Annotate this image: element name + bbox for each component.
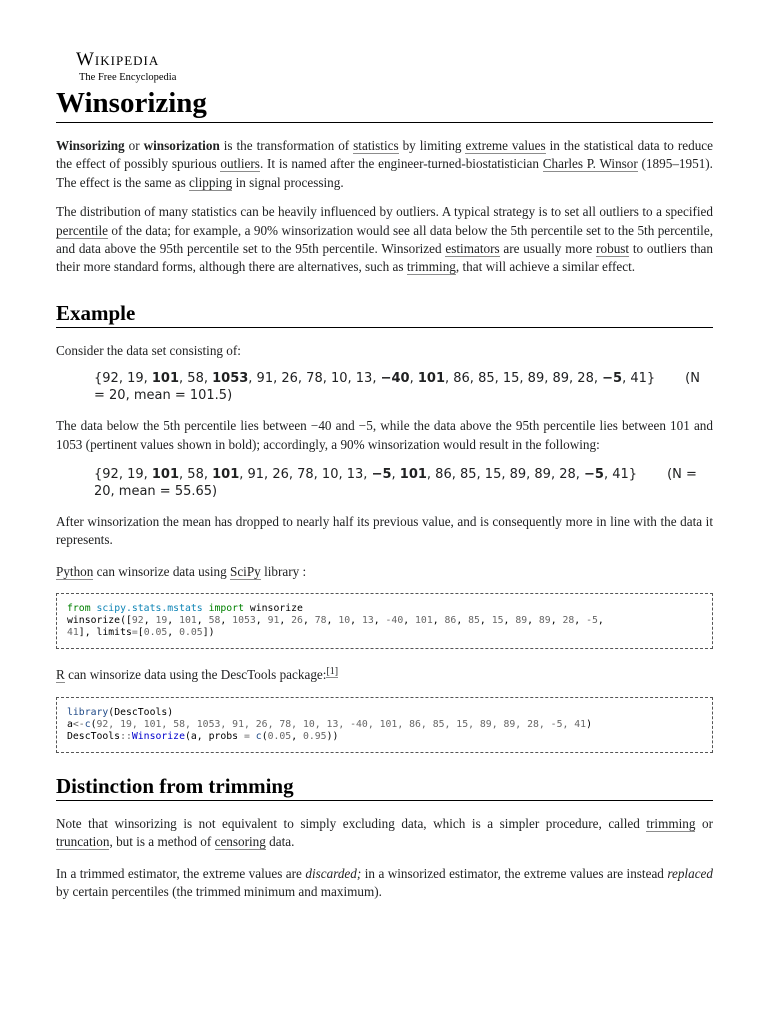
- python-link[interactable]: Python: [56, 563, 94, 579]
- python-code-block[interactable]: [56, 593, 713, 649]
- intro-paragraph-2: [56, 203, 713, 277]
- r-description: can winsorize data using the DescTools package:: [64, 667, 327, 683]
- bold-text: −5: [584, 467, 604, 483]
- text-run: to outliers than their more standard forms, although there are alternatives, such as: [56, 241, 713, 275]
- code-token: ,: [503, 615, 516, 627]
- text-run: or: [124, 138, 144, 153]
- python-text: [56, 563, 713, 581]
- text-run: or: [695, 815, 713, 831]
- text-run: , 91, 26, 78, 10, 13,: [239, 467, 372, 483]
- dataset-note: (N = 20, mean = 101.5): [94, 371, 700, 403]
- code-token: 1053: [232, 615, 256, 627]
- text-run: {92, 19,: [94, 371, 152, 387]
- wikipedia-logo[interactable]: [76, 50, 216, 84]
- code-token: ,: [597, 615, 604, 627]
- code-token: 101: [179, 615, 197, 627]
- code-token: ,: [143, 615, 156, 627]
- page-title: Winsorizing: [56, 84, 713, 123]
- code-token: ,: [527, 615, 539, 627]
- bold-text: 101: [212, 467, 240, 483]
- dataset-winsorized: [94, 467, 713, 500]
- inline-link[interactable]: estimators: [445, 241, 500, 257]
- code-token: =: [243, 730, 250, 742]
- code-token: DescTools: [67, 730, 121, 742]
- text-run: data.: [265, 834, 295, 850]
- text-run: are usually more: [499, 241, 597, 257]
- text-run: , that will achieve a similar effect.: [455, 259, 636, 275]
- bold-text: 101: [417, 371, 445, 387]
- inline-link[interactable]: clipping: [189, 174, 233, 190]
- text-run: . It is named after the engineer-turned-biostatistician: [259, 156, 543, 172]
- text-run: ,: [391, 467, 400, 483]
- code-token: -5: [586, 615, 598, 627]
- code-token: ): [586, 718, 592, 730]
- code-token: )): [326, 730, 339, 742]
- code-token: 91: [267, 615, 280, 627]
- code-token: 26: [291, 615, 303, 627]
- code-token: import: [208, 603, 244, 615]
- code-token: winsorize: [243, 603, 303, 615]
- text-run: ,: [409, 371, 418, 387]
- between-text: The data below the 5th percentile lies between −40 and −5, while the data above the 95th percentile lies between 101 and 1053 (pertinent values shown in bold); accordingly, a 90% winsorization would result in the following:: [56, 418, 713, 452]
- code-token: ,: [432, 615, 445, 627]
- text-run: , but is a method of: [109, 834, 215, 850]
- code-token: 101: [415, 615, 433, 627]
- text-run: , 86, 85, 15, 89, 89, 28,: [445, 371, 603, 387]
- code-token: ], limits: [78, 627, 132, 639]
- code-line: [67, 627, 702, 639]
- code-token: ,: [403, 615, 416, 627]
- code-token: (: [90, 718, 97, 730]
- code-token: ,: [479, 615, 492, 627]
- code-token: 13: [361, 615, 374, 627]
- code-token: ,: [196, 615, 209, 627]
- text-run: , 91, 26, 78, 10, 13,: [248, 371, 381, 387]
- code-token: ,: [373, 615, 386, 627]
- code-token: <-: [72, 718, 85, 730]
- section-heading-example: Example: [56, 299, 713, 328]
- r-link[interactable]: R: [56, 667, 65, 683]
- bold-text: 101: [151, 371, 180, 387]
- inline-link[interactable]: statistics: [353, 138, 399, 153]
- bold-text: −40: [380, 371, 410, 387]
- code-token: -40: [385, 615, 404, 627]
- inline-link[interactable]: extreme values: [465, 138, 546, 153]
- code-token: 92: [131, 615, 144, 627]
- scipy-link[interactable]: SciPy: [229, 563, 261, 579]
- trimming-paragraph-2: [56, 865, 713, 902]
- code-token: ::: [120, 730, 132, 742]
- code-token: scipy.stats.mstats: [96, 603, 203, 615]
- text-run: The distribution of many statistics can be heavily influenced by outliers. A typical strategy is to set all outliers to a specified: [56, 204, 713, 220]
- code-token: ,: [550, 615, 563, 627]
- inline-link[interactable]: trimming: [646, 815, 696, 831]
- r-text: [56, 666, 713, 684]
- trimming-paragraph-1: [56, 815, 713, 852]
- code-token: 92, 19, 101, 58, 1053, 91, 26, 78, 10, 13, -40, 101, 86, 85, 15, 89, 89, 28, -5, 41: [96, 718, 587, 730]
- text-run: by certain percentiles (the trimmed minimum and maximum).: [56, 883, 382, 899]
- code-token: ,: [350, 615, 362, 627]
- bold-text: 101: [399, 467, 427, 483]
- inline-link[interactable]: robust: [596, 241, 630, 257]
- code-token: 41: [67, 627, 79, 639]
- code-token: 58: [208, 615, 221, 627]
- code-token: 0.05: [143, 627, 168, 639]
- code-line: [67, 603, 702, 615]
- code-token: c: [255, 730, 262, 742]
- code-token: ,: [574, 615, 587, 627]
- italic-text: discarded;: [305, 865, 362, 881]
- code-token: from: [67, 603, 91, 615]
- inline-link[interactable]: censoring: [214, 834, 266, 850]
- code-token: 28: [562, 615, 575, 627]
- code-token: 78: [314, 615, 327, 627]
- code-token: ,: [279, 615, 292, 627]
- text-run: in signal processing.: [232, 174, 344, 190]
- code-token: (DescTools): [108, 706, 174, 718]
- code-token: library: [67, 706, 109, 718]
- logo-wordmark: Wikipedia: [76, 49, 160, 70]
- code-token: ,: [220, 615, 233, 627]
- code-token: 0.05: [179, 627, 203, 639]
- r-code-block[interactable]: [56, 697, 713, 753]
- text-run: , 58,: [179, 467, 213, 483]
- article-content: [56, 84, 713, 901]
- text-run: by limiting: [398, 138, 466, 153]
- code-token: 15: [491, 615, 504, 627]
- text-run: {92, 19,: [94, 467, 152, 483]
- dataset-original: [94, 371, 713, 404]
- code-token: (: [261, 730, 268, 742]
- text-run: , 41}: [603, 467, 638, 483]
- inline-link[interactable]: trimming: [406, 259, 456, 275]
- code-token: ,: [302, 615, 315, 627]
- code-token: ,: [326, 615, 339, 627]
- dataset-note: (N = 20, mean = 55.65): [94, 467, 697, 499]
- code-line: [67, 707, 702, 719]
- code-line: [67, 615, 702, 627]
- python-end-text: library :: [260, 563, 307, 579]
- code-token: [: [137, 627, 144, 639]
- dataset-values: [94, 467, 637, 482]
- inline-link[interactable]: percentile: [56, 222, 108, 238]
- code-token: ,: [456, 615, 469, 627]
- code-line: [67, 719, 702, 731]
- code-token: =: [131, 627, 138, 639]
- code-token: 85: [468, 615, 480, 627]
- code-token: c: [84, 718, 91, 730]
- code-token: winsorize([: [67, 615, 132, 627]
- text-run: of the data; for example, a 90% winsorization would see all data below the 5th percentile set to the 5th percentile, and data above the 95th percentile set to the 95th percentile. Winsorized: [56, 222, 713, 257]
- text-run: In a trimmed estimator, the extreme values are: [56, 865, 306, 881]
- code-token: 0.05: [267, 730, 292, 742]
- text-run: , 58,: [179, 371, 213, 387]
- text-run: , 86, 85, 15, 89, 89, 28,: [426, 467, 585, 483]
- code-token: Winsorize: [131, 730, 185, 742]
- code-token: ,: [167, 615, 180, 627]
- bold-text: Winsorizing: [56, 138, 125, 153]
- dataset-values: [94, 371, 655, 386]
- bold-text: −5: [371, 467, 392, 483]
- inline-link[interactable]: Charles P. Winsor: [542, 156, 638, 172]
- text-run: , 41}: [622, 371, 656, 387]
- bold-text: winsorization: [143, 138, 220, 153]
- python-mid-text: can winsorize data using: [93, 563, 230, 579]
- code-token: ,: [291, 730, 303, 742]
- bold-text: 101: [151, 467, 180, 483]
- code-token: (a, probs: [184, 730, 244, 742]
- text-run: in the statistical data to reduce the effect of possibly spurious: [56, 138, 713, 172]
- code-token: 89: [538, 615, 551, 627]
- text-run: in a winsorized estimator, the extreme values are instead: [361, 865, 668, 881]
- text-run: Note that winsorizing is not equivalent to simply excluding data, which is a simpler procedure, called: [56, 815, 647, 831]
- code-token: ,: [167, 627, 180, 639]
- italic-text: replaced: [667, 865, 713, 881]
- code-token: a: [67, 718, 73, 730]
- code-token: ]): [202, 627, 215, 639]
- after-text: After winsorization the mean has dropped to nearly half its previous value, and is consequently more in line with the data it represents.: [56, 514, 713, 548]
- text-run: is the transformation of: [219, 138, 354, 153]
- code-token: 86: [444, 615, 457, 627]
- inline-link[interactable]: truncation: [56, 834, 110, 850]
- inline-link[interactable]: outliers: [220, 156, 260, 172]
- bold-text: 1053: [212, 371, 249, 387]
- code-token: 10: [338, 615, 351, 627]
- code-token: ,: [255, 615, 268, 627]
- text-run: (1895–1951). The effect is the same as: [56, 156, 713, 190]
- section-heading-trimming: Distinction from trimming: [56, 772, 713, 801]
- consider-text: Consider the data set consisting of:: [56, 342, 241, 358]
- logo-tagline: The Free Encyclopedia: [79, 72, 177, 83]
- citation-link[interactable]: [1]: [326, 665, 339, 677]
- code-token: 89: [515, 615, 528, 627]
- bold-text: −5: [602, 371, 623, 387]
- code-line: [67, 731, 702, 743]
- intro-paragraph-1: [56, 137, 713, 192]
- code-token: 19: [155, 615, 168, 627]
- code-token: 0.95: [302, 730, 327, 742]
